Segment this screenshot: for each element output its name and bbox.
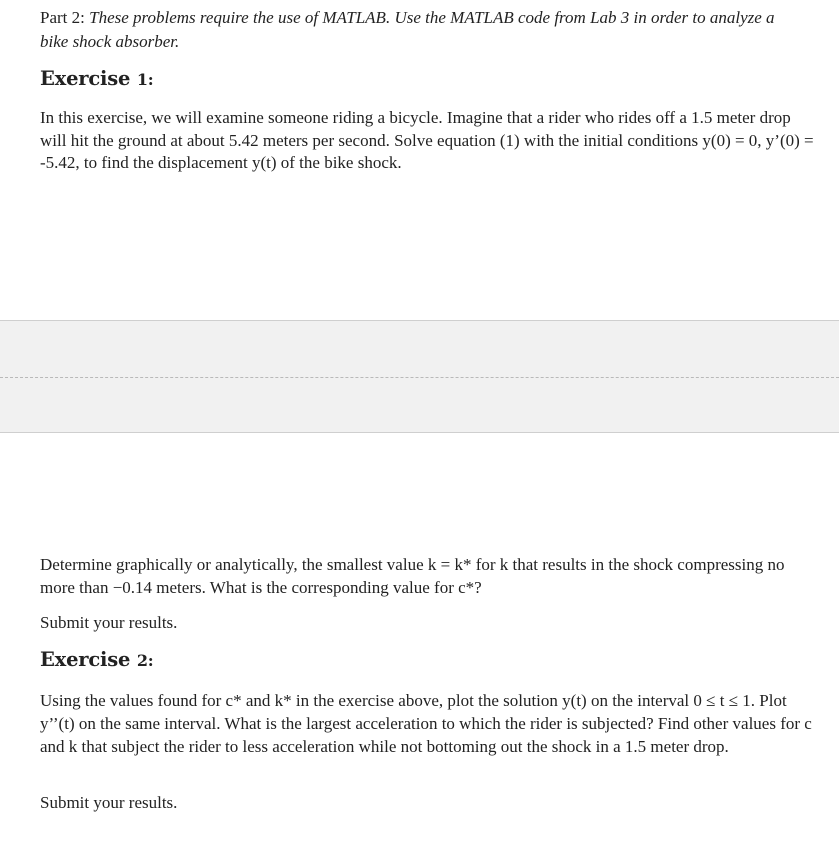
exercise-1-paragraph: In this exercise, we will examine someone riding a bicycle. Imagine that a rider who rides off a 1.5 meter drop will hit the ground at about 5.42 meters per second. Solve equation (1) with the initial conditions y(0) = 0, y’(0) = -5.42, to find the displacement y(t) of the bike shock. (40, 108, 814, 172)
page-break-band (0, 320, 839, 433)
exercise-2-paragraph: Using the values found for c* and k* in the exercise above, plot the solution y(t) on the interval 0 ≤ t ≤ 1. Plot y’’(t) on the same interval. What is the largest acceleration to which the rider is subjected? Find other values for c and k that subject the rider to less acceleration while not bottoming out the shock in a 1.5 meter drop. (40, 691, 812, 756)
page-break-dashed-line (0, 377, 839, 378)
exercise-1-question: Determine graphically or analytically, the smallest value k = k* for k that results in the shock compressing no more than −0.14 meters. What is the corresponding value for c*? (40, 555, 785, 597)
exercise-2-heading-number: 2: (136, 651, 154, 670)
exercise-1-heading-number: 1: (136, 70, 154, 89)
exercise-1-submit-text: Submit your results. (40, 613, 178, 632)
intro-italic-text: These problems require the use of MATLAB. Use the MATLAB code from Lab 3 in order to analyze a bike shock absorber. (40, 8, 775, 51)
intro-paragraph (40, 6, 800, 54)
intro-prefix: Part 2: (40, 8, 90, 27)
part2-intro (40, 6, 800, 54)
exercise-2-heading (40, 648, 153, 671)
exercise-2-submit-text: Submit your results. (40, 793, 178, 812)
exercise-1-heading-word: Exercise (40, 67, 131, 90)
exercise-1-heading (40, 67, 153, 90)
exercise-2-heading-word: Exercise (40, 648, 131, 671)
